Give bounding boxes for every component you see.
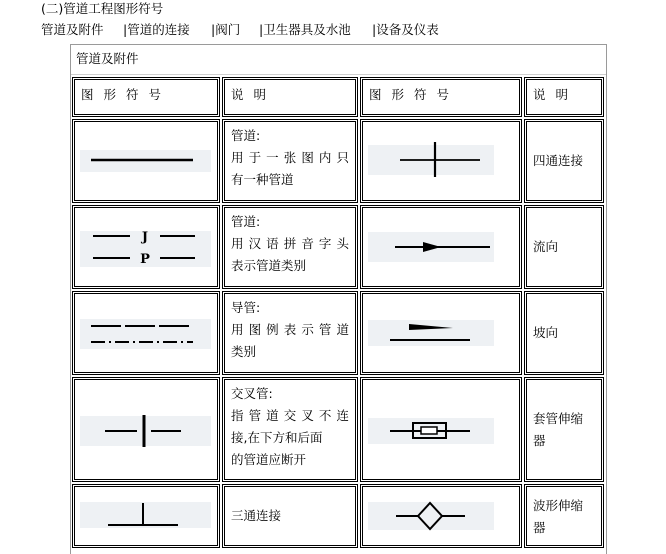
desc-line: 套管伸缩 [533, 411, 584, 426]
desc-line: 类别 [231, 344, 257, 359]
table-row-3-right-symbol [360, 291, 522, 375]
table-row-4-right-desc [524, 377, 604, 482]
desc-line: 流向 [533, 239, 559, 254]
table-row-5-right-desc [524, 484, 604, 548]
flow-direction-icon [363, 208, 525, 292]
page-heading: (二)管道工程图形符号 [41, 1, 164, 16]
pipe-letter-j: J [141, 230, 149, 245]
table-row-2-left-symbol [72, 205, 220, 289]
table-row-1-left-desc [222, 119, 358, 203]
sleeve-expansion-joint-icon [363, 380, 525, 485]
table-row-1-right-desc [524, 119, 604, 203]
nav-link-valves[interactable]: |阀门 [211, 22, 241, 37]
desc-line: 波形伸缩 [533, 498, 584, 513]
corrugated-expansion-joint-icon [363, 487, 525, 551]
pipe-letter-code-icon [75, 208, 223, 292]
three-way-connection-icon [75, 487, 223, 551]
desc-line: 器 [533, 433, 546, 448]
nav-link-pipe-connections[interactable]: |管道的连接 [123, 22, 190, 37]
desc-line: 管道: [231, 128, 261, 143]
desc-line: 有一种管道 [231, 172, 294, 187]
desc-line: 用于一张图内只 [231, 150, 349, 165]
desc-line: 坡向 [533, 325, 559, 340]
table-row-5-right-symbol [360, 484, 522, 548]
table-row-2-right-symbol [360, 205, 522, 289]
slope-icon [363, 294, 525, 378]
table-row-4-left-symbol [72, 377, 220, 482]
nav-link-pipes-fittings[interactable]: 管道及附件 [41, 22, 104, 37]
pipe-line-icon [75, 122, 223, 206]
desc-line: 用汉语拼音字头 [231, 236, 349, 251]
table-row-5-left-symbol [72, 484, 220, 548]
crossing-pipe-icon [75, 380, 223, 485]
table-row-5-left-desc [222, 484, 358, 548]
nav-link-sanitary-fixtures[interactable]: |卫生器具及水池 [259, 22, 351, 37]
header-symbol-left [72, 77, 220, 117]
table-row-1-left-symbol [72, 119, 220, 203]
table-row-3-right-desc [524, 291, 604, 375]
header-label: 说明 [231, 87, 277, 102]
desc-line: 管道: [231, 214, 261, 229]
header-desc-left [222, 77, 358, 117]
desc-line: 表示管道类别 [231, 258, 307, 273]
table-row-2-left-desc [222, 205, 358, 289]
desc-line: 导管: [231, 300, 261, 315]
desc-line: 用图例表示管道 [231, 322, 349, 337]
section-title: 管道及附件 [76, 51, 139, 66]
divider [71, 74, 606, 75]
table-row-3-left-desc [222, 291, 358, 375]
desc-line: 三通连接 [231, 508, 282, 523]
desc-line: 指管道交叉不连 [231, 408, 349, 423]
table-row-4-left-desc [222, 377, 358, 482]
section-nav [41, 21, 439, 39]
desc-line: 的管道应断开 [231, 452, 307, 467]
table-row-1-right-symbol [360, 119, 522, 203]
header-label: 图形符号 [81, 87, 172, 102]
table-row-4-right-symbol [360, 377, 522, 482]
header-symbol-right [360, 77, 522, 117]
header-label: 图形符号 [369, 87, 460, 102]
nav-link-equipment-instruments[interactable]: |设备及仪表 [372, 22, 439, 37]
table-row-2-right-desc [524, 205, 604, 289]
pipe-line-pattern-icon [75, 294, 223, 378]
table-row-3-left-symbol [72, 291, 220, 375]
pipe-letter-p: P [140, 252, 150, 267]
four-way-connection-icon [363, 122, 525, 206]
header-desc-right [524, 77, 604, 117]
header-label: 说明 [533, 87, 579, 102]
desc-line: 四通连接 [533, 153, 584, 168]
desc-line: 交叉管: [231, 386, 273, 401]
desc-line: 接,在下方和后面 [231, 430, 323, 445]
desc-line: 器 [533, 520, 546, 535]
